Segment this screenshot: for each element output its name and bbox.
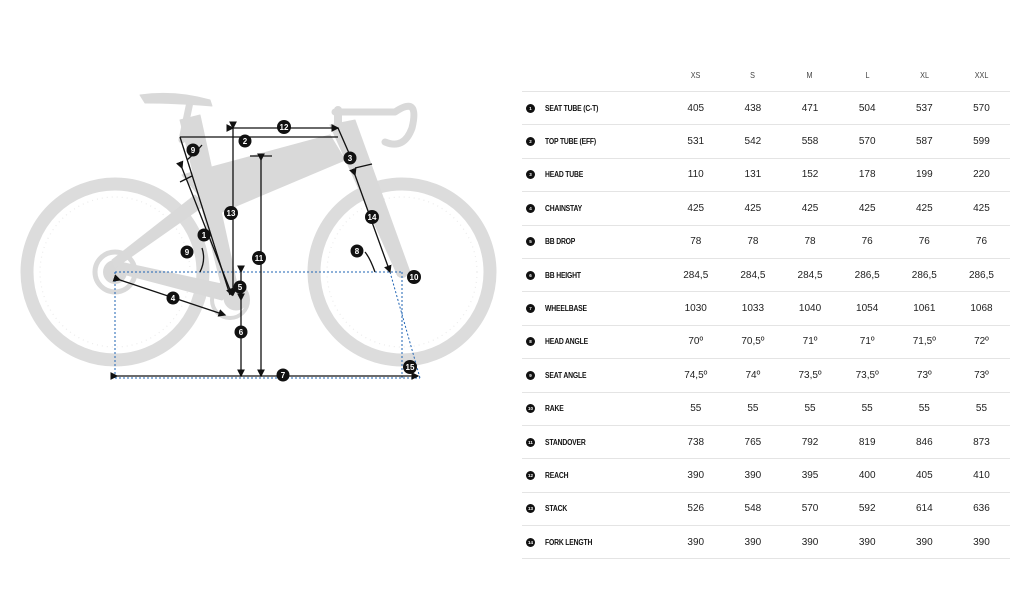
row-label-cell — [522, 204, 667, 213]
table-cell: 71º — [802, 336, 818, 348]
table-cell: 284,5 — [740, 269, 766, 281]
svg-text:4: 4 — [170, 294, 176, 303]
row-label-cell — [522, 337, 667, 346]
table-cell: 390 — [801, 536, 819, 548]
table-cell: 76 — [975, 236, 988, 248]
row-number-badge: 7 — [526, 304, 535, 313]
table-cell: 55 — [690, 403, 702, 415]
row-label-cell — [522, 271, 667, 280]
table-header — [522, 58, 1010, 91]
row-number-badge: 3 — [526, 170, 535, 179]
row-number-badge: 1 — [526, 104, 535, 113]
table-cell: 72º — [974, 336, 989, 348]
row-number-badge: 12 — [527, 472, 533, 478]
svg-text:3: 3 — [347, 154, 353, 163]
table-cell: 74,5º — [684, 369, 708, 381]
table-row — [522, 358, 1010, 391]
row-label-cell — [522, 504, 667, 513]
table-cell: 570 — [801, 503, 819, 515]
row-number-badge: 13 — [527, 506, 533, 512]
table-row — [522, 458, 1010, 491]
table-cell: 76 — [918, 236, 930, 248]
table-cell: 1040 — [798, 303, 822, 315]
table-body — [522, 91, 1010, 559]
table-cell: 1033 — [741, 303, 765, 315]
table-cell: 390 — [744, 536, 762, 548]
svg-text:9: 9 — [190, 146, 196, 155]
table-cell: 425 — [801, 202, 819, 214]
table-cell: 425 — [915, 202, 933, 214]
svg-text:1: 1 — [201, 231, 207, 240]
table-cell: 70,5º — [741, 336, 765, 348]
table-cell: 1054 — [856, 303, 879, 315]
marker-9-lower — [181, 246, 194, 259]
row-label: STACK — [545, 504, 568, 514]
row-number-badge: 6 — [526, 271, 535, 280]
table-cell: 792 — [801, 436, 819, 448]
table-cell: 55 — [804, 403, 816, 415]
table-cell: 286,5 — [911, 269, 937, 281]
table-cell: 390 — [687, 536, 705, 548]
table-cell: 78 — [690, 236, 702, 248]
table-cell: 110 — [687, 169, 704, 181]
row-label-cell — [522, 104, 667, 113]
size-header: S — [750, 69, 756, 80]
table-cell: 152 — [801, 169, 819, 181]
table-cell: 73,5º — [855, 369, 879, 381]
table-cell: 131 — [744, 169, 762, 181]
marker-8 — [351, 245, 364, 258]
marker-2 — [239, 135, 252, 148]
size-header: XS — [690, 69, 701, 80]
row-label: WHEELBASE — [545, 304, 587, 314]
table-row — [522, 325, 1010, 358]
marker-5 — [234, 281, 247, 294]
table-cell: 71,5º — [912, 336, 936, 348]
table-cell: 592 — [858, 503, 876, 515]
table-cell: 55 — [975, 403, 988, 415]
table-cell: 548 — [744, 503, 762, 515]
table-cell: 738 — [687, 436, 705, 448]
table-cell: 873 — [973, 436, 990, 448]
row-label-cell — [522, 237, 667, 246]
row-label: RAKE — [545, 404, 564, 414]
row-label: SEAT TUBE (C-T) — [545, 103, 599, 113]
marker-1 — [198, 229, 211, 242]
size-header: M — [807, 69, 814, 80]
table-cell: 178 — [858, 169, 876, 181]
marker-10 — [407, 270, 421, 284]
row-number-badge: 10 — [527, 406, 533, 412]
table-cell: 531 — [687, 136, 705, 148]
table-cell: 537 — [915, 102, 933, 114]
svg-text:5: 5 — [237, 283, 243, 292]
row-number-badge: 8 — [526, 337, 535, 346]
table-cell: 471 — [801, 102, 819, 114]
table-cell: 390 — [915, 536, 933, 548]
row-label: BB DROP — [545, 237, 576, 247]
table-row — [522, 158, 1010, 191]
size-header: XL — [919, 69, 929, 80]
table-cell: 765 — [744, 436, 762, 448]
table-row — [522, 425, 1010, 458]
table-cell: 636 — [973, 503, 990, 515]
table-cell: 819 — [858, 436, 876, 448]
table-cell: 542 — [744, 136, 762, 148]
table-cell: 220 — [973, 169, 990, 181]
table-cell: 74º — [745, 369, 761, 381]
table-cell: 199 — [915, 169, 933, 181]
table-cell: 504 — [858, 102, 876, 114]
table-cell: 78 — [747, 236, 759, 248]
table-cell: 405 — [915, 469, 933, 481]
table-cell: 78 — [804, 236, 816, 248]
row-number-badge: 4 — [526, 204, 535, 213]
row-label: HEAD ANGLE — [545, 337, 589, 347]
row-label-cell — [522, 371, 667, 380]
table-cell: 73º — [974, 369, 989, 381]
row-label-cell — [522, 137, 667, 146]
table-cell: 71º — [859, 336, 875, 348]
table-cell: 284,5 — [797, 269, 823, 281]
table-cell: 70º — [688, 336, 704, 348]
row-label-cell — [522, 471, 667, 480]
table-cell: 73º — [916, 369, 932, 381]
row-number-badge: 5 — [526, 237, 535, 246]
row-label: STANDOVER — [545, 437, 586, 447]
marker-15 — [403, 360, 417, 374]
row-number-badge: 2 — [526, 137, 535, 146]
table-cell: 558 — [801, 136, 819, 148]
table-cell: 425 — [687, 202, 705, 214]
row-label-cell — [522, 404, 667, 413]
table-cell: 405 — [687, 102, 705, 114]
table-cell: 76 — [861, 236, 873, 248]
table-cell: 425 — [973, 202, 990, 214]
svg-text:9: 9 — [184, 248, 190, 257]
table-cell: 570 — [858, 136, 876, 148]
geometry-table — [522, 58, 1010, 559]
row-label: HEAD TUBE — [545, 170, 584, 180]
svg-text:10: 10 — [409, 273, 419, 282]
row-label-cell — [522, 304, 667, 313]
marker-13 — [224, 206, 238, 220]
table-row — [522, 392, 1010, 425]
table-cell: 1030 — [684, 303, 707, 315]
table-cell: 846 — [915, 436, 933, 448]
row-number-badge: 9 — [526, 371, 535, 380]
table-cell: 390 — [744, 469, 762, 481]
row-label: BB HEIGHT — [545, 270, 581, 280]
table-row — [522, 291, 1010, 324]
svg-text:15: 15 — [405, 363, 415, 372]
table-cell: 410 — [973, 469, 990, 481]
table-cell: 55 — [861, 403, 873, 415]
marker-6 — [235, 326, 248, 339]
marker-3 — [344, 152, 357, 165]
row-number-badge: 14 — [527, 539, 533, 545]
table-row — [522, 258, 1010, 291]
row-label-cell — [522, 538, 667, 547]
table-cell: 390 — [858, 536, 876, 548]
table-row — [522, 525, 1010, 559]
table-cell: 425 — [744, 202, 762, 214]
table-cell: 1068 — [970, 303, 993, 315]
table-cell: 425 — [858, 202, 876, 214]
table-cell: 390 — [973, 536, 990, 548]
marker-7 — [277, 369, 290, 382]
marker-4 — [167, 292, 180, 305]
table-cell: 614 — [915, 503, 933, 515]
table-cell: 599 — [973, 136, 990, 148]
row-label: TOP TUBE (EFF) — [545, 137, 597, 147]
svg-text:11: 11 — [254, 254, 264, 263]
table-cell: 55 — [918, 403, 930, 415]
row-label-cell — [522, 170, 667, 179]
table-cell: 55 — [747, 403, 759, 415]
table-cell: 286,5 — [854, 269, 880, 281]
svg-text:6: 6 — [238, 328, 244, 337]
table-cell: 395 — [801, 469, 819, 481]
svg-text:2: 2 — [242, 137, 248, 146]
marker-12 — [277, 120, 291, 134]
table-cell: 587 — [915, 136, 933, 148]
table-cell: 73,5º — [798, 369, 822, 381]
svg-text:13: 13 — [226, 209, 236, 218]
row-number-badge: 11 — [526, 438, 535, 447]
size-header: L — [865, 69, 870, 80]
table-row — [522, 225, 1010, 258]
table-cell: 570 — [973, 102, 990, 114]
table-cell: 400 — [858, 469, 876, 481]
row-label: FORK LENGTH — [545, 537, 593, 547]
row-label: CHAINSTAY — [545, 203, 583, 213]
table-cell: 526 — [687, 503, 705, 515]
size-header: XXL — [974, 69, 989, 80]
svg-text:8: 8 — [354, 247, 360, 256]
table-row — [522, 124, 1010, 157]
table-row — [522, 191, 1010, 224]
row-label: SEAT ANGLE — [545, 370, 587, 380]
table-cell: 390 — [687, 469, 705, 481]
svg-text:7: 7 — [280, 371, 286, 380]
row-label-cell — [522, 438, 667, 447]
table-row — [522, 492, 1010, 525]
table-cell: 438 — [744, 102, 762, 114]
table-row — [522, 91, 1010, 124]
marker-11 — [252, 251, 266, 265]
row-label: REACH — [545, 470, 569, 480]
table-cell: 1061 — [913, 303, 936, 315]
marker-14 — [365, 210, 379, 224]
table-cell: 284,5 — [683, 269, 709, 281]
svg-text:12: 12 — [279, 123, 289, 132]
svg-text:14: 14 — [367, 213, 377, 222]
marker-9-top — [187, 144, 200, 157]
table-cell: 286,5 — [968, 269, 994, 281]
